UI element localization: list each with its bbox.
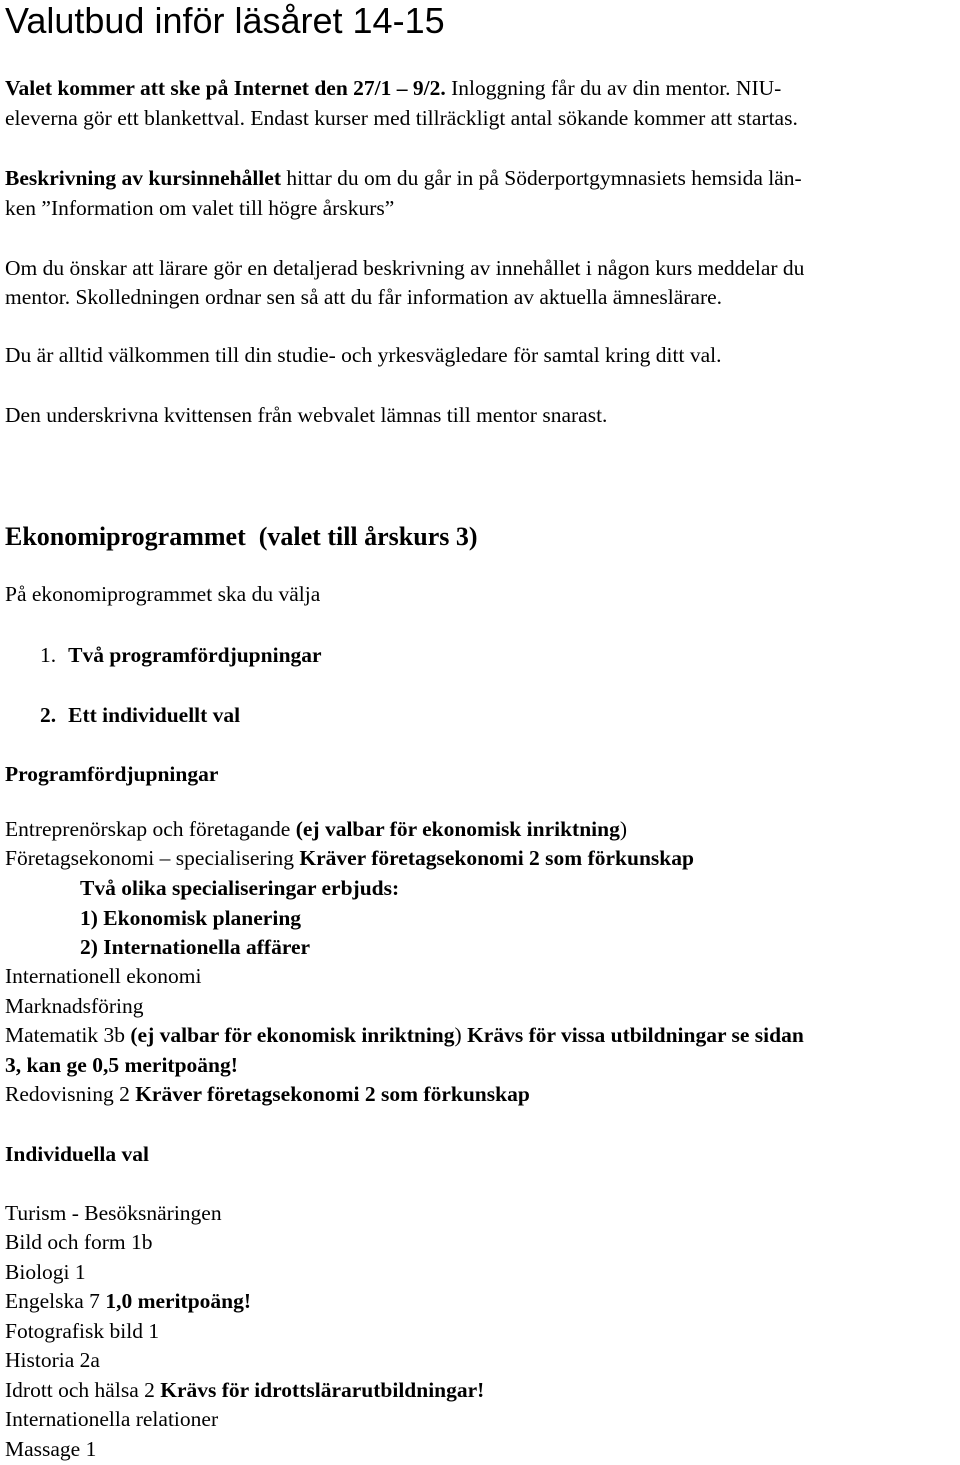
intro-line-1 <box>5 76 781 100</box>
course-internationell-ekonomi: Internationell ekonomi <box>5 964 202 988</box>
list-item <box>40 703 240 727</box>
course-name: Redovisning 2 <box>5 1082 136 1106</box>
course-entreprenorskap <box>5 817 627 841</box>
page-title: Valutbud inför läsåret 14-15 <box>5 0 445 41</box>
course-note: Kräver företagsekonomi 2 som förkunskap <box>299 846 694 870</box>
course-foretagsekonomi <box>5 846 694 870</box>
course-matematik <box>5 1023 804 1047</box>
list-item <box>40 643 322 667</box>
course-note-end: ) <box>619 817 628 841</box>
course-note: (ej valbar för ekonomisk inriktning <box>295 817 620 841</box>
course-biologi: Biologi 1 <box>5 1260 86 1284</box>
specialization-1: 1) Ekonomisk planering <box>80 906 302 930</box>
course-massage: Massage 1 <box>5 1437 97 1461</box>
list-number: 2. <box>40 703 57 727</box>
description-text: hittar du om du går in på Söderportgymnasiets hemsida län- <box>280 166 802 190</box>
description-label: Beskrivning av kursinnehållet <box>5 166 281 190</box>
program-name: Ekonomiprogrammet <box>5 522 246 551</box>
teacher-info-line-2: mentor. Skolledningen ordnar sen så att du får information av aktuella ämneslärare. <box>5 285 723 309</box>
list-text: Ett individuellt val <box>68 703 241 727</box>
course-name: Företagsekonomi – specialisering <box>5 846 300 870</box>
description-line-2: ken ”Information om valet till högre årskurs” <box>5 196 395 220</box>
fordjupningar-heading: Programfördjupningar <box>5 762 219 786</box>
receipt-paragraph: Den underskrivna kvittensen från webvalet lämnas till mentor snarast. <box>5 403 608 427</box>
teacher-info-line-1: Om du önskar att lärare gör en detaljerad beskrivning av innehållet i någon kurs meddelar du <box>5 256 805 280</box>
program-heading <box>5 522 478 552</box>
list-number: 1. <box>40 643 57 667</box>
course-engelska <box>5 1289 251 1313</box>
course-name: Idrott och hälsa 2 <box>5 1378 161 1402</box>
course-name: Matematik 3b <box>5 1023 131 1047</box>
voting-dates: Valet kommer att ske på Internet den 27/1 – 9/2. <box>5 76 446 100</box>
login-info: Inloggning får du av din mentor. NIU- <box>445 76 782 100</box>
specialization-heading: Två olika specialiseringar erbjuds: <box>80 876 400 900</box>
counselor-paragraph: Du är alltid välkommen till din studie- och yrkesvägledare för samtal kring ditt val. <box>5 343 722 367</box>
course-fotografisk-bild: Fotografisk bild 1 <box>5 1319 160 1343</box>
individuella-heading: Individuella val <box>5 1142 149 1166</box>
course-redovisning <box>5 1082 530 1106</box>
course-internationella-relationer: Internationella relationer <box>5 1407 219 1431</box>
course-requirement: Krävs för vissa utbildningar se sidan <box>467 1023 804 1047</box>
course-note: 1,0 meritpoäng! <box>105 1289 252 1313</box>
course-matematik-cont: 3, kan ge 0,5 meritpoäng! <box>5 1053 238 1077</box>
program-intro: På ekonomiprogrammet ska du välja <box>5 582 321 606</box>
course-idrott <box>5 1378 484 1402</box>
course-marknadsforing: Marknadsföring <box>5 994 144 1018</box>
list-text: Två programfördjupningar <box>68 643 322 667</box>
course-turism: Turism - Besöksnäringen <box>5 1201 222 1225</box>
course-name: Engelska 7 <box>5 1289 106 1313</box>
intro-line-2: eleverna gör ett blankettval. Endast kurser med tillräckligt antal sökande kommer att startas. <box>5 106 798 130</box>
course-note-end: ) <box>454 1023 468 1047</box>
course-historia: Historia 2a <box>5 1348 100 1372</box>
course-bild: Bild och form 1b <box>5 1230 153 1254</box>
course-note: Krävs för idrottslärarutbildningar! <box>160 1378 485 1402</box>
course-name: Entreprenörskap och företagande <box>5 817 296 841</box>
description-line-1 <box>5 166 802 190</box>
specialization-2: 2) Internationella affärer <box>80 935 311 959</box>
course-note: (ej valbar för ekonomisk inriktning <box>130 1023 455 1047</box>
program-year: (valet till årskurs 3) <box>258 522 478 551</box>
course-note: Kräver företagsekonomi 2 som förkunskap <box>135 1082 530 1106</box>
